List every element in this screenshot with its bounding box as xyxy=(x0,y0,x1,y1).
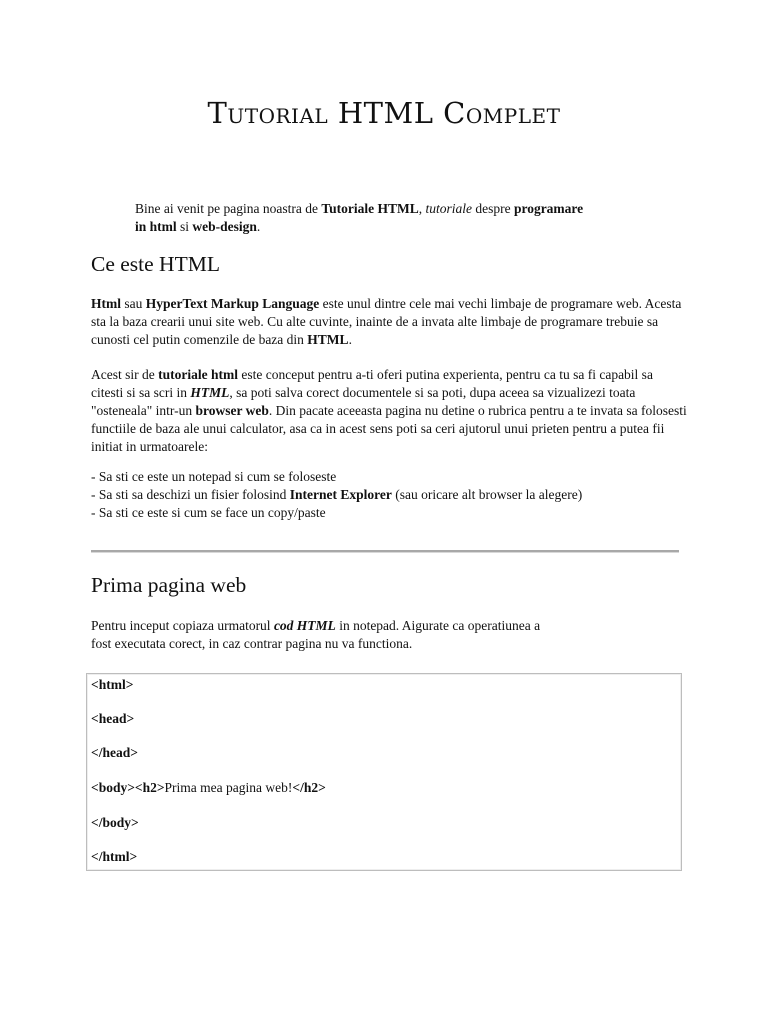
code-line xyxy=(91,711,134,727)
code-line xyxy=(91,815,139,831)
intro-text: despre xyxy=(471,201,514,216)
paragraph-html-definition xyxy=(91,295,687,349)
intro-text: si xyxy=(176,219,193,234)
paragraph-text: sau xyxy=(121,296,146,311)
bold-tutoriale-html: tutoriale html xyxy=(158,367,238,382)
list-item-text: (sau oricare alt browser la alegere) xyxy=(391,487,583,502)
paragraph-text: este unul dintre cele mai vechi limbaje de programare web. Acesta sta la baza crearii unui site web. Cu alte cuvinte, inainte de a invata alte limbaje de programare trebuie sa cunosti cel putin comenzile de baza din xyxy=(91,296,682,347)
code-line xyxy=(91,849,137,865)
page-title: Tutorial HTML Complet xyxy=(207,96,561,130)
code-line xyxy=(91,745,138,761)
code-tag: <body><h2> xyxy=(91,780,165,795)
bold-hypertext: HyperText Markup Language xyxy=(145,296,320,311)
intro-paragraph xyxy=(135,200,655,236)
paragraph-text: este conceput pentru a-ti oferi putina experienta, pentru ca tu sa fi capabil sa citesti si sa scri in xyxy=(91,367,653,400)
code-example-box xyxy=(86,673,682,871)
section-heading-prima-pagina-web: Prima pagina web xyxy=(91,573,247,597)
paragraph-text: , sa poti salva corect documentele si sa poti, dupa aceea sa vizualizezi toata "osteneala" intr-un xyxy=(91,385,636,418)
bold-italic-html: HTML xyxy=(190,385,230,400)
intro-bold-in-html: in html xyxy=(135,219,177,234)
list-item: - Sa sti ce este si cum se face un copy/paste xyxy=(91,505,326,520)
list-item: - Sa sti ce este un notepad si cum se foloseste xyxy=(91,469,337,484)
intro-text: . xyxy=(256,219,261,234)
bold-html-end: HTML xyxy=(307,332,349,347)
paragraph-text: . xyxy=(348,332,352,347)
code-line xyxy=(91,780,326,796)
bold-italic-cod-html: cod HTML xyxy=(273,618,336,633)
code-tag: </head> xyxy=(91,745,138,760)
bold-browser-web: browser web xyxy=(195,403,269,418)
paragraph-text: . Din pacate aceeasta pagina nu detine o rubrica pentru a te invata sa folosesti functiile de baza ale unui calculator, asa ca in acest sens poti sa ceri ajutorul unui prieten pentru a putea fii initiat in urmatoarele: xyxy=(91,403,687,454)
code-line xyxy=(91,677,133,693)
intro-italic-tutoriale: tutoriale xyxy=(425,201,472,216)
paragraph-text: fost executata corect, in caz contrar pagina nu va functiona. xyxy=(91,636,413,651)
intro-bold-programare: programare xyxy=(513,201,584,216)
bold-html: Html xyxy=(91,296,121,311)
code-tag: </html> xyxy=(91,849,138,864)
paragraph-text: Acest sir de xyxy=(91,367,159,382)
code-text: Prima mea pagina web! xyxy=(164,780,293,795)
paragraph-text: Pentru inceput copiaza urmatorul xyxy=(91,618,274,633)
code-tag: <html> xyxy=(91,677,134,692)
paragraph-text: in notepad. Aigurate ca operatiunea a xyxy=(335,618,541,633)
intro-bold-web-design: web-design xyxy=(192,219,257,234)
code-tag: </h2> xyxy=(292,780,326,795)
code-tag: </body> xyxy=(91,815,139,830)
intro-text: Bine ai venit pe pagina noastra de xyxy=(135,201,322,216)
section-heading-ce-este-html: Ce este HTML xyxy=(91,252,220,276)
bold-internet-explorer: Internet Explorer xyxy=(289,487,392,502)
paragraph-tutorial-intro xyxy=(91,366,687,456)
intro-text: , xyxy=(418,201,426,216)
intro-bold-tutoriale-html: Tutoriale HTML xyxy=(321,201,419,216)
code-tag: <head> xyxy=(91,711,135,726)
list-item: - Sa sti sa deschizi un fisier folosind xyxy=(91,487,290,502)
requirements-list xyxy=(91,468,687,522)
paragraph-first-page xyxy=(91,617,687,653)
horizontal-divider xyxy=(91,550,679,553)
